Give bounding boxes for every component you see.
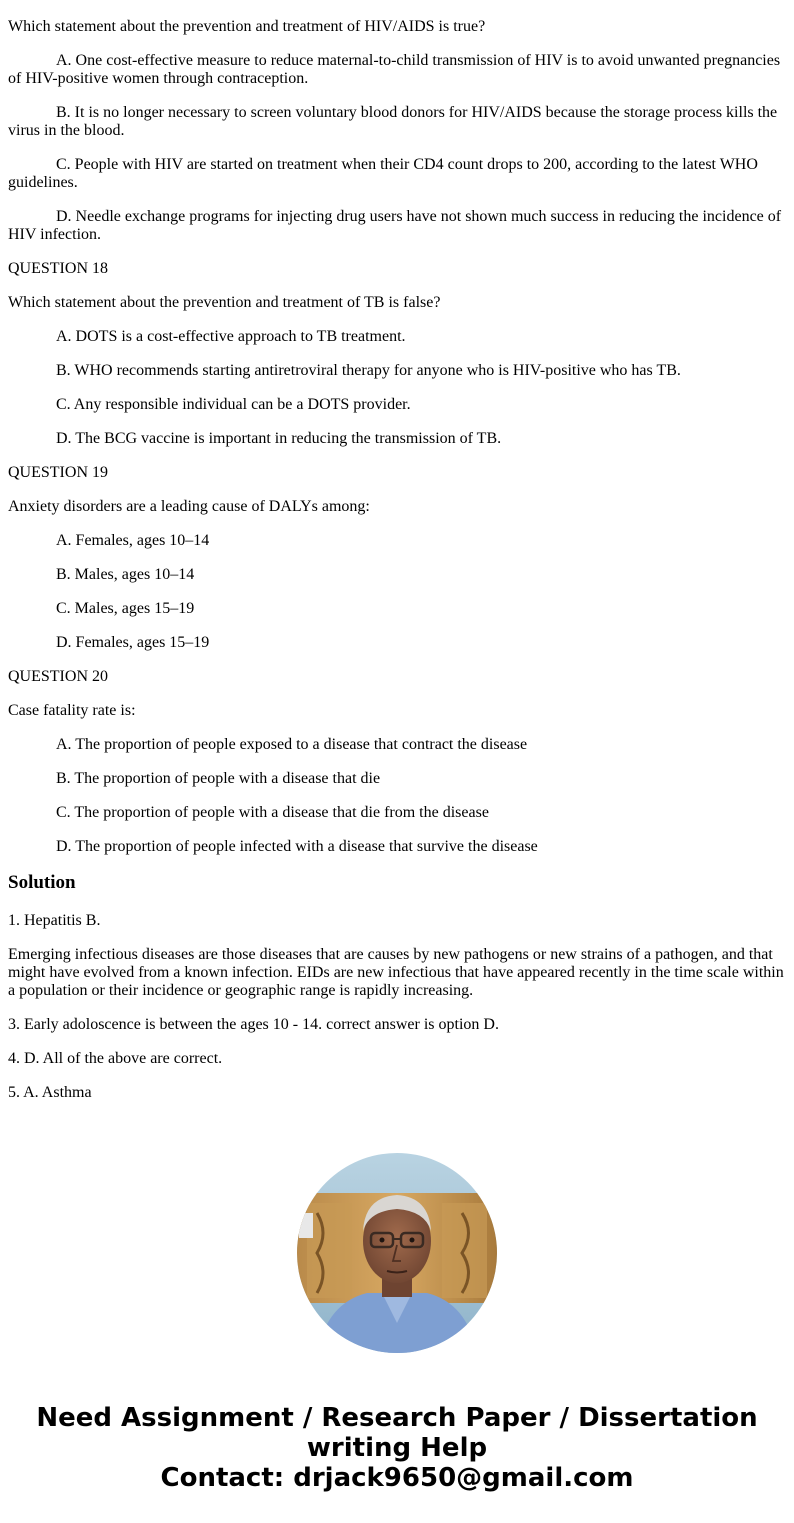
document-body	[8, 0, 786, 1118]
question-heading: QUESTION 18	[8, 260, 108, 277]
answer-option: B. WHO recommends starting antiretroviral therapy for anyone who is HIV-positive who has TB.	[56, 362, 681, 379]
answer-option: A. The proportion of people exposed to a disease that contract the disease	[56, 736, 528, 753]
question-heading	[8, 0, 786, 2]
contact-email: Contact: drjack9650@gmail.com	[160, 1463, 634, 1493]
solution-paragraph: 3. Early adoloscence is between the ages 10 - 14. correct answer is option D.	[8, 1016, 499, 1033]
question-heading: QUESTION 20	[8, 668, 108, 685]
promo-line: Need Assignment / Research Paper / Dissertation	[36, 1403, 758, 1433]
answer-option: C. People with HIV are started on treatment when their CD4 count drops to 200, according to the latest WHO guidelines.	[8, 156, 758, 191]
answer-option: D. The BCG vaccine is important in reducing the transmission of TB.	[56, 430, 502, 447]
question-stem: Which statement about the prevention and treatment of HIV/AIDS is true?	[8, 18, 486, 35]
answer-option: D. The proportion of people infected with a disease that survive the disease	[56, 838, 538, 855]
answer-option: A. DOTS is a cost-effective approach to TB treatment.	[56, 328, 406, 345]
solution-paragraph: 1. Hepatitis B.	[8, 912, 101, 929]
answer-option: D. Females, ages 15–19	[56, 634, 210, 651]
solution-paragraph: 4. D. All of the above are correct.	[8, 1050, 223, 1067]
answer-option: B. It is no longer necessary to screen voluntary blood donors for HIV/AIDS because the storage process kills the virus in the blood.	[8, 104, 778, 139]
answer-option: B. The proportion of people with a disease that die	[56, 770, 381, 787]
answer-option: C. Any responsible individual can be a DOTS provider.	[56, 396, 411, 413]
answer-option: C. Males, ages 15–19	[56, 600, 195, 617]
question-stem: Anxiety disorders are a leading cause of DALYs among:	[8, 498, 370, 515]
answer-option: A. Females, ages 10–14	[56, 532, 210, 549]
question-stem: Case fatality rate is:	[8, 702, 136, 719]
solution-title: Solution	[8, 872, 76, 893]
tutor-portrait-image	[297, 1153, 497, 1353]
answer-option: D. Needle exchange programs for injecting drug users have not shown much success in reducing the incidence of HIV infection.	[8, 208, 782, 243]
answer-option: A. One cost-effective measure to reduce maternal-to-child transmission of HIV is to avoid unwanted pregnancies of HIV-positive women through contraception.	[8, 52, 781, 87]
answer-option: C. The proportion of people with a disease that die from the disease	[56, 804, 489, 821]
solution-paragraph: 5. A. Asthma	[8, 1084, 92, 1101]
solution-paragraph: Emerging infectious diseases are those diseases that are causes by new pathogens or new strains of a pathogen, and that might have evolved from a known infection. EIDs are new infectious that have appeared recently in the time scale within a population or their incidence or geographic range is rapidly increasing.	[8, 946, 784, 999]
question-stem: Which statement about the prevention and treatment of TB is false?	[8, 294, 441, 311]
answer-option: B. Males, ages 10–14	[56, 566, 195, 583]
avatar	[297, 1153, 497, 1353]
question-heading: QUESTION 19	[8, 464, 108, 481]
promo-banner	[0, 1403, 794, 1493]
promo-line: writing Help	[306, 1433, 488, 1463]
